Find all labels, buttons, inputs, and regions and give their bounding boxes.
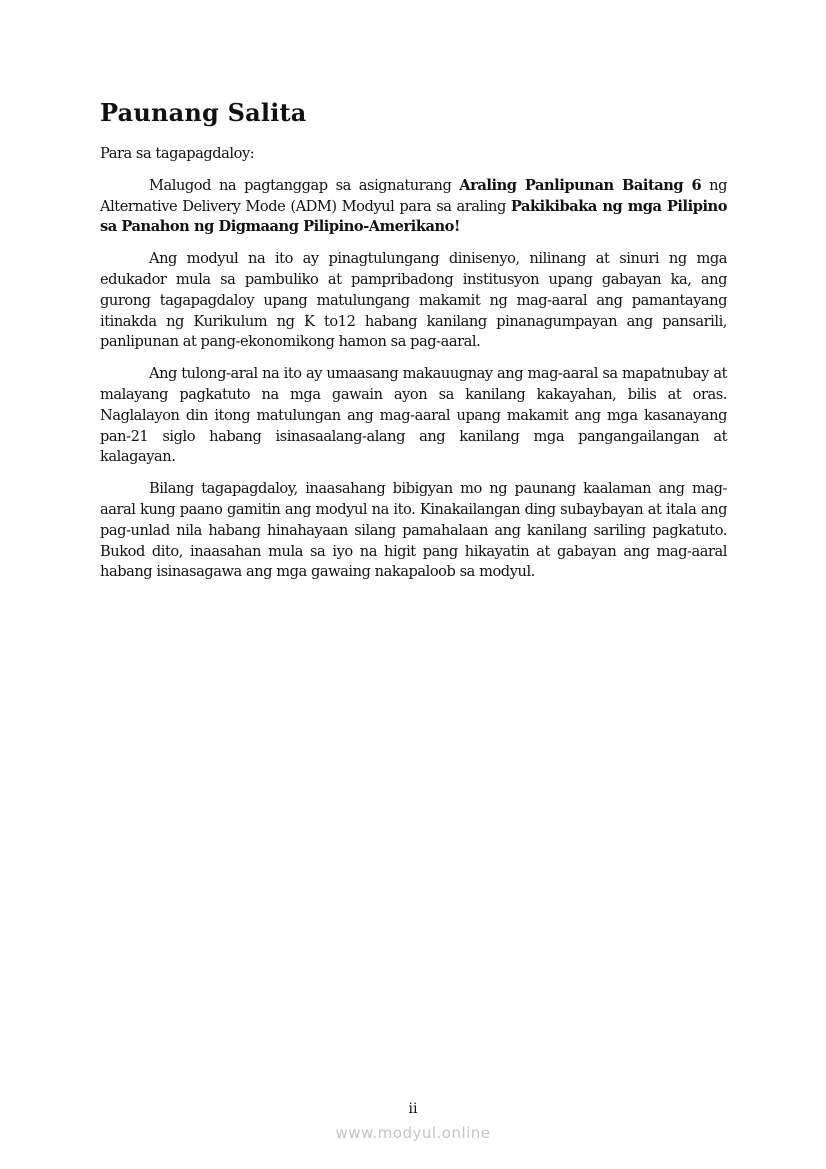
greeting: Para sa tagapagdaloy:: [100, 145, 255, 162]
paragraph-4: Bilang tagapagdaloy, inaasahang bibigyan mo ng paunang kaalaman ang mag-aaral kung paano gamitin ang modyul na ito. Kinakailangan ding subaybayan at itala ang pag-unlad nila habang hinahayaan silang pamahalaan ang kanilang sariling pagkatuto. Bukod dito, inaasahan mula sa iyo na higit pang hikayatin at gabayan ang mag-aaral habang isinasagawa ang mga gawaing nakapaloob sa modyul.: [100, 480, 727, 581]
paragraph-1-text-c: ng Alternative Delivery Mode (ADM) Modyul para sa araling: [100, 176, 728, 215]
document-body: [100, 144, 727, 594]
paragraph-1-text-a: Malugod na pagtanggap sa asignaturang: [149, 176, 460, 194]
watermark: www.modyul.online: [335, 1124, 491, 1142]
paragraph-2: Ang modyul na ito ay pinagtulungang dinisenyo, nilinang at sinuri ng mga edukador mula sa pambuliko at pampribadong institusyon upang gabayan ka, ang gurong tagapagdaloy upang matulungang makamit ng mag-aaral ang pamantayang itinakda ng Kurikulum ng K to12 habang kanilang pinanagumpayan ang pansarili, panlipunan at pang-ekonomikong hamon sa pag-aaral.: [100, 250, 727, 351]
subject-name: Araling Panlipunan Baitang 6: [459, 176, 702, 194]
page-number: ii: [408, 1101, 418, 1117]
lesson-title: Pakikibaka ng mga Pilipino sa Panahon ng Digmaang Pilipino-Amerikano!: [100, 197, 728, 236]
page-title: Paunang Salita: [100, 98, 307, 127]
paragraph-1: [100, 176, 727, 238]
paragraph-3: Ang tulong-aral na ito ay umaasang makauugnay ang mag-aaral sa mapatnubay at malayang pagkatuto na mga gawain ayon sa kanilang kakayahan, bilis at oras. Naglalayon din itong matulungan ang mag-aaral upang makamit ang mga kasanayang pan-21 siglo habang isinasaalang-alang ang kanilang mga pangangailangan at kalagayan.: [100, 365, 727, 466]
